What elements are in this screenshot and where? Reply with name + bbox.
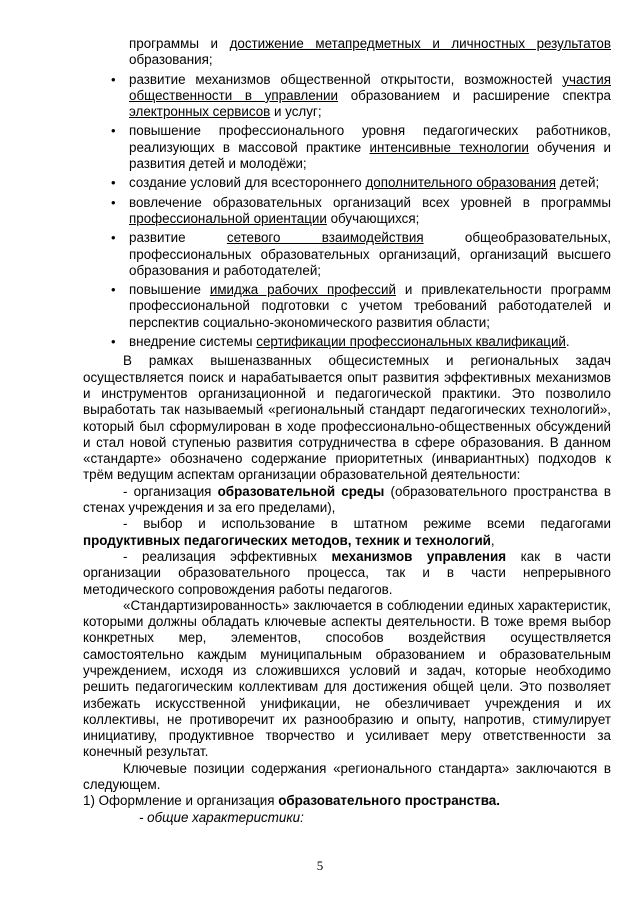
list-item [83, 334, 611, 350]
list-item [83, 72, 611, 121]
underlined-text: достижение метапредметных и личностных результатов [229, 36, 611, 51]
text: . [565, 334, 570, 350]
paragraph: Ключевые позиции содержания «регионального стандарта» заключаются в следующем. [83, 760, 611, 793]
dash-item [83, 549, 611, 598]
text: вовлечение образовательных организаций всех уровней в программы [129, 194, 611, 210]
text: развитие [129, 230, 227, 246]
underlined-text: электронных сервисов [129, 104, 271, 120]
text: и привлекательности программ профессиональной подготовки с учетом требований работодателей и перспектив социально-экономического развития области; [129, 282, 611, 330]
page-number: 5 [316, 858, 324, 873]
text: развитие механизмов общественной открытости, возможностей [129, 71, 563, 87]
text: - выбор и использование в штатном режиме всеми педагогами [123, 516, 611, 532]
text: образования; [129, 52, 213, 68]
list-item [83, 175, 611, 191]
page-body [83, 36, 611, 826]
text: - организация [123, 483, 218, 499]
text: повышение профессионального уровня педагогических работников, реализующих в массовой практике [129, 123, 611, 155]
bold-text: продуктивных педагогических методов, техник и технологий [83, 532, 491, 548]
text: , [490, 532, 495, 548]
bullet-icon: • [111, 71, 116, 87]
sub-heading: - общие характеристики: [139, 809, 304, 825]
underlined-text: сетевого взаимодействия [226, 230, 424, 246]
bold-text: механизмов управления [331, 548, 507, 564]
bullet-list [83, 72, 611, 351]
underlined-text: дополнительного образования [365, 175, 557, 191]
bullet-icon: • [111, 282, 116, 298]
text: внедрение системы [129, 334, 257, 350]
bullet-icon: • [111, 175, 116, 191]
list-item [83, 230, 611, 279]
bullet-icon: • [111, 123, 116, 139]
text: (образовательного пространства в стенах учреждения и за его пределами), [83, 483, 611, 516]
underlined-text: участия общественности в управлении [129, 71, 611, 103]
text: общеобразовательных, профессиональных образовательных организаций, организаций высшего образования и работодателей; [129, 230, 611, 278]
underlined-text: интенсивные технологии [369, 139, 529, 155]
text: 1) Оформление и организация [83, 793, 279, 809]
paragraph: «Стандартизированность» заключается в соблюдении единых характеристик, которыми должны обладать ключевые аспекты деятельности. В тоже время выбор конкретных мер, элементов, способов воздействия осуществляется самостоятельно каждым муниципальным образованием и образовательным учреждением, исходя из сложившихся условий и задач, которые необходимо решить педагогическим коллективам для достижения общей цели. Это позволяет избежать искусственной унификации, не обезличивает учреждения и их коллективы, не противоречит их разнообразию и опыту, напротив, стимулирует инициативу, продуктивное творчество и усиливает меру ответственности за конечный результат. [83, 597, 611, 760]
underlined-text: сертификации профессиональных квалификаций [256, 334, 566, 350]
dash-item [83, 516, 611, 549]
list-item [83, 123, 611, 172]
paragraph: В рамках вышеназванных общесистемных и региональных задач осуществляется поиск и нарабатывается опыт развития эффективных механизмов и инструментов организационной и педагогической практики. Это позволило выработать так называемый «региональный стандарт педагогических технологий», который был сформулирован в ходе профессионально-общественных обсуждений и стал новой ступенью развития сотрудничества в сфере образования. В данном «стандарте» обозначено содержание приоритетных (инвариантных) подходов к трём ведущим аспектам организации образовательной деятельности: [83, 353, 611, 483]
bold-text: образовательного пространства. [278, 793, 500, 809]
text: обучающихся; [326, 210, 420, 226]
list-item [83, 282, 611, 331]
text: как в части организации образовательного процесса, так и в части непрерывного методического сопровождения работы педагогов. [83, 548, 612, 597]
text: и услуг; [270, 104, 322, 120]
text: повышение [129, 282, 210, 298]
text: обучения и развития детей и молодёжи; [129, 139, 612, 172]
text: программы и [129, 36, 230, 51]
text: создание условий для всестороннего [129, 175, 366, 191]
text: детей; [556, 175, 600, 191]
bullet-icon: • [111, 230, 116, 246]
bullet-icon: • [111, 334, 116, 350]
bold-text: образовательной среды [217, 483, 385, 499]
text: образованием и расширение спектра [338, 87, 611, 103]
text: - реализация эффективных [123, 548, 332, 564]
list-item [83, 195, 611, 228]
continued-paragraph [129, 36, 611, 69]
underlined-text: имиджа рабочих профессий [209, 282, 396, 298]
dash-item [83, 484, 611, 517]
underlined-text: профессиональной ориентации [129, 210, 327, 226]
numbered-item [83, 793, 611, 809]
bullet-icon: • [111, 194, 116, 210]
